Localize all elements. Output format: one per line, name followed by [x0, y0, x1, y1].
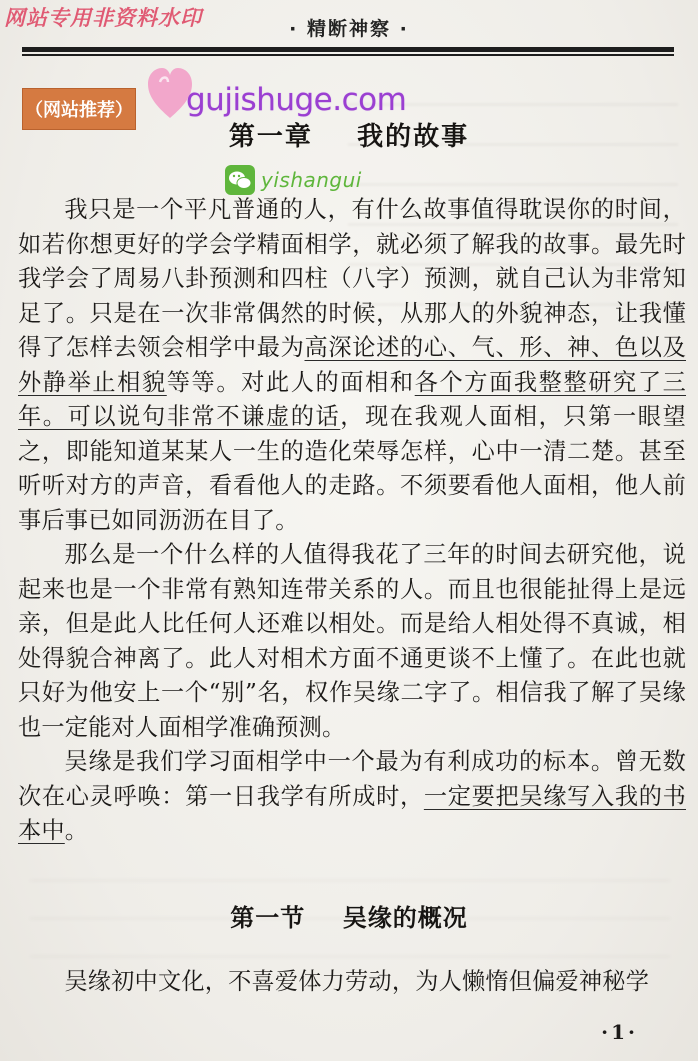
- section-title: 第一节 吴缘的概况: [230, 904, 468, 932]
- paragraph-1: [18, 193, 686, 538]
- paragraph-3-underlined: 一定要把吴缘写入我的书本中: [18, 782, 686, 844]
- page-number: ·1·: [601, 1020, 638, 1044]
- paragraph-1-underlined-1: 高深论述的心、气、形、神、色以及外静举止相貌: [18, 334, 686, 396]
- paragraph-4: 吴缘初中文化，不喜爱体力劳动，为人懒惰但偏爱神秘学: [64, 968, 650, 995]
- paragraph-2: 那么是一个什么样的人值得我花了三年的时间去研究他，说起来也是一个非常有熟知连带关系的人。而且也很能扯得上是远亲，但是此人比任何人还难以相处。而是给人相处得不真诚，相处得貌合神离了。此人对相术方面不通更谈不上懂了。在此也就只好为他安上一个“别”名，权作吴缘二字了。相信我了解了吴缘也一定能对人面相学准确预测。: [18, 541, 686, 741]
- wechat-icon: [225, 165, 255, 195]
- paragraph-1-underlined-2: 各个方面我整整研究了三年。可以说句非常不谦虚的话: [18, 368, 687, 430]
- watermark-text: 网站专用非资料水印: [4, 6, 202, 30]
- paragraph-3: [18, 745, 686, 849]
- paragraph-3-end: 。: [64, 817, 89, 844]
- paragraph-1-middle: 等等。对此人的面相和: [166, 368, 415, 396]
- chapter-title: 第一章 我的故事: [228, 122, 470, 152]
- running-head: · 精断神察 ·: [289, 18, 409, 40]
- paragraph-1-text: 我只是一个平凡普通的人，有什么故事值得耽误你的时间，如若你想更好的学会学精面相学，就必须了解我的故事。最先时我学会了周易八卦预测和四柱（八字）预测，就自己认为非常知足了。只是在一次非常偶然的时候，从那人的外貌神态，让我懂得了怎样去领会相学中最为: [18, 196, 686, 361]
- body-text-block-1: [18, 193, 686, 849]
- paragraph-3-text: 吴缘是我们学习面相学中一个最为有利成功的标本。曾无数次在心灵呼唤：第一日我学有所成时，: [18, 748, 686, 810]
- body-text-block-2: [18, 965, 686, 1000]
- site-name-watermark[interactable]: gujishuge.com: [186, 82, 407, 118]
- site-recommend-badge[interactable]: （网站推荐）: [22, 88, 136, 130]
- wechat-id-watermark: yishangui: [261, 168, 362, 192]
- header-rule-thick: [22, 47, 674, 52]
- header-rule-thin: [22, 54, 674, 56]
- paragraph-1-end: ，现在我观人面相，只第一眼望之，即能知道某某人一生的造化荣辱怎样，心中一清二楚。甚至听听对方的声音，看看他人的走路。不须要看他人面相，他人前事后事已如同沥沥在目了。: [18, 403, 686, 534]
